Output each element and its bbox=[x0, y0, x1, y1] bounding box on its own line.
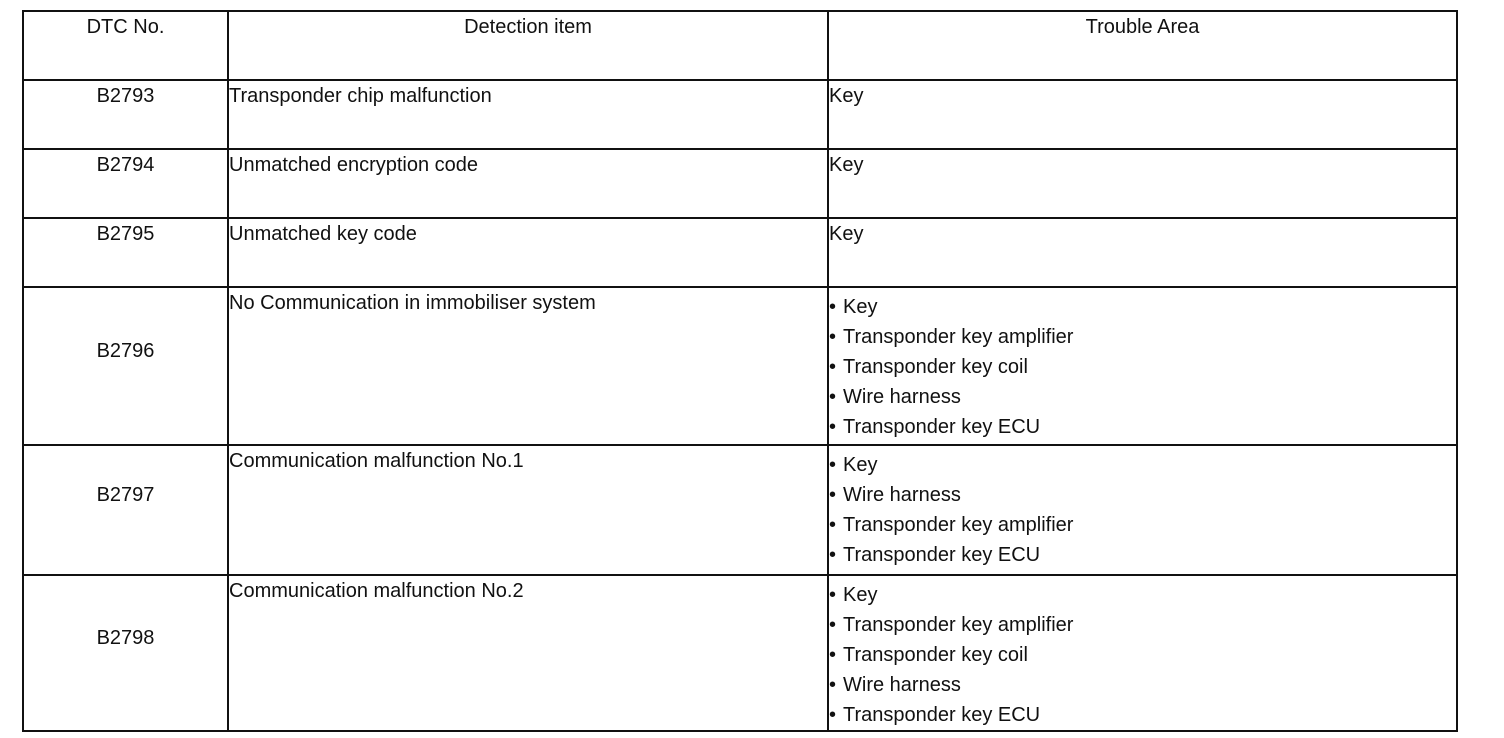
trouble-area bbox=[828, 445, 1457, 575]
detection-item: Unmatched encryption code bbox=[228, 149, 828, 218]
detection-item: Transponder chip malfunction bbox=[228, 80, 828, 149]
list-item: • Transponder key coil bbox=[829, 640, 1456, 670]
dtc-code: B2796 bbox=[23, 287, 228, 445]
dtc-code: B2798 bbox=[23, 575, 228, 731]
trouble-area: Key bbox=[828, 218, 1457, 287]
dtc-code: B2794 bbox=[23, 149, 228, 218]
list-item: • Transponder key ECU bbox=[829, 700, 1456, 730]
trouble-area: Key bbox=[828, 80, 1457, 149]
detection-item: Unmatched key code bbox=[228, 218, 828, 287]
dtc-code: B2793 bbox=[23, 80, 228, 149]
trouble-area-list bbox=[829, 292, 1456, 442]
table-row bbox=[23, 287, 1457, 445]
detection-item: No Communication in immobiliser system bbox=[228, 287, 828, 445]
dtc-code: B2797 bbox=[23, 445, 228, 575]
list-item: • Wire harness bbox=[829, 670, 1456, 700]
list-item: • Transponder key amplifier bbox=[829, 322, 1456, 352]
header-trouble-area: Trouble Area bbox=[828, 11, 1457, 80]
list-item: • Key bbox=[829, 450, 1456, 480]
dtc-table bbox=[22, 10, 1458, 732]
list-item: • Key bbox=[829, 292, 1456, 322]
list-item: • Transponder key amplifier bbox=[829, 610, 1456, 640]
table-row bbox=[23, 80, 1457, 149]
list-item: • Transponder key amplifier bbox=[829, 510, 1456, 540]
table-row bbox=[23, 149, 1457, 218]
table-header-row bbox=[23, 11, 1457, 80]
list-item: • Transponder key ECU bbox=[829, 540, 1456, 570]
header-detection-item: Detection item bbox=[228, 11, 828, 80]
header-dtc-no: DTC No. bbox=[23, 11, 228, 80]
trouble-area: Key bbox=[828, 149, 1457, 218]
list-item: • Transponder key ECU bbox=[829, 412, 1456, 442]
list-item: • Transponder key coil bbox=[829, 352, 1456, 382]
list-item: • Wire harness bbox=[829, 382, 1456, 412]
table-row bbox=[23, 575, 1457, 731]
trouble-area bbox=[828, 287, 1457, 445]
trouble-area bbox=[828, 575, 1457, 731]
table-row bbox=[23, 218, 1457, 287]
detection-item: Communication malfunction No.1 bbox=[228, 445, 828, 575]
trouble-area-list bbox=[829, 450, 1456, 570]
dtc-code: B2795 bbox=[23, 218, 228, 287]
trouble-area-list bbox=[829, 580, 1456, 730]
list-item: • Key bbox=[829, 580, 1456, 610]
list-item: • Wire harness bbox=[829, 480, 1456, 510]
table-row bbox=[23, 445, 1457, 575]
detection-item: Communication malfunction No.2 bbox=[228, 575, 828, 731]
